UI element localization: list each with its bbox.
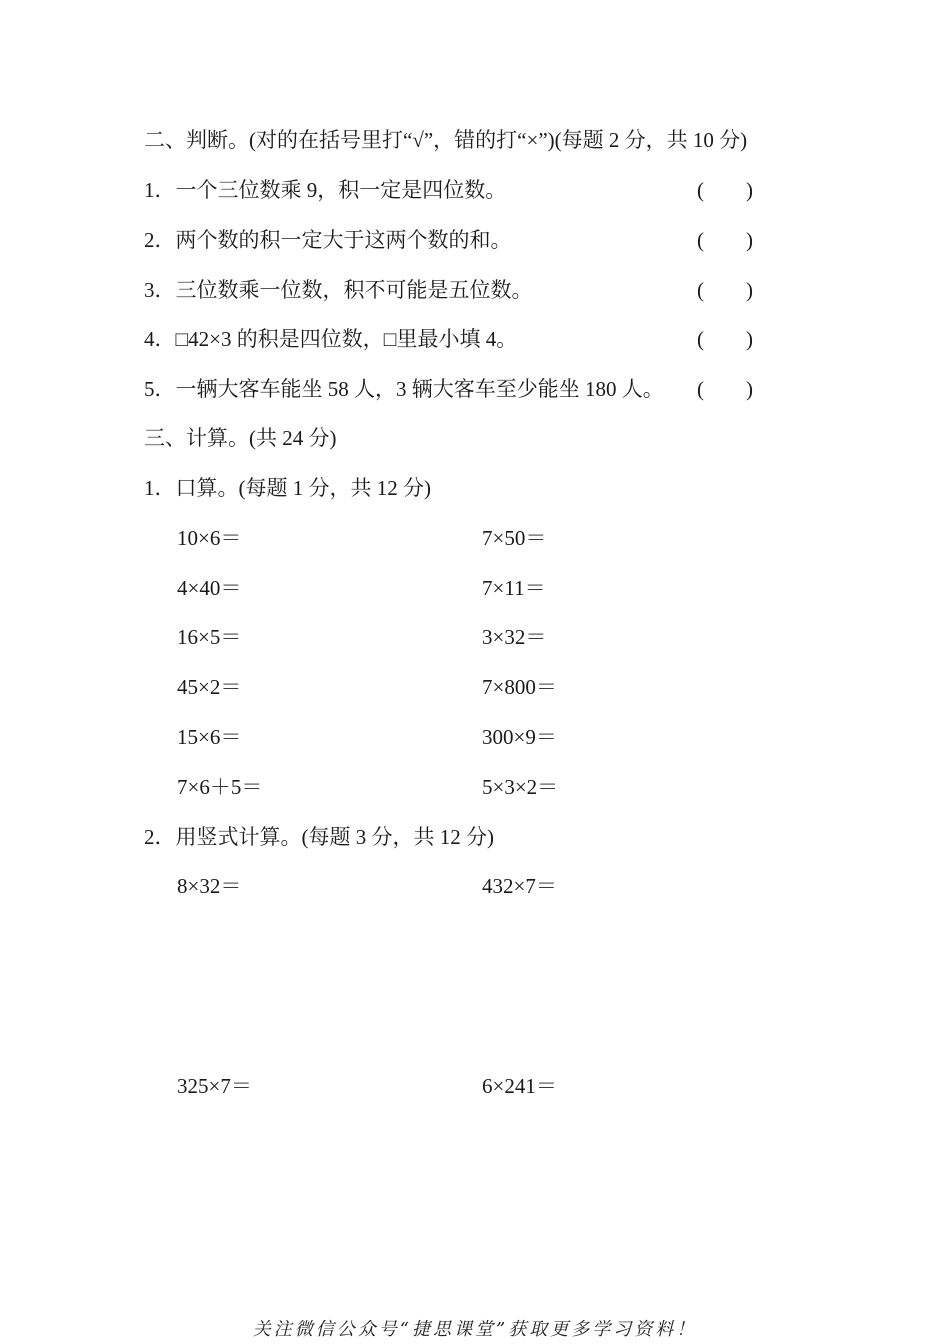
oral-calc-left-6: 7×6＋5＝ (177, 775, 263, 799)
oral-calc-left-3: 16×5＝ (177, 625, 242, 649)
vertical-calc-4: 6×241＝ (482, 1074, 557, 1098)
judge-answer-blank-2: ( ) (697, 228, 753, 252)
judge-item-1: 1．一个三位数乘 9，积一定是四位数。 (144, 178, 507, 202)
oral-calc-right-5: 300×9＝ (482, 725, 557, 749)
footer-promo-text: 关注微信公众号“捷思课堂”获取更多学习资料！ (252, 1319, 698, 1340)
judge-answer-blank-4: ( ) (697, 327, 753, 351)
oral-calc-left-5: 15×6＝ (177, 725, 242, 749)
oral-calc-right-4: 7×800＝ (482, 675, 557, 699)
vertical-calc-1: 8×32＝ (177, 874, 242, 898)
oral-calc-heading: 1．口算。(每题 1 分，共 12 分) (144, 476, 431, 500)
section-3-heading: 三、计算。(共 24 分) (144, 426, 337, 450)
vertical-calc-2: 432×7＝ (482, 874, 557, 898)
section-2-heading: 二、判断。(对的在括号里打“√”，错的打“×”)(每题 2 分，共 10 分) (144, 128, 748, 152)
oral-calc-left-2: 4×40＝ (177, 576, 242, 600)
judge-answer-blank-1: ( ) (697, 178, 753, 202)
judge-item-3: 3．三位数乘一位数，积不可能是五位数。 (144, 278, 533, 302)
judge-item-5: 5．一辆大客车能坐 58 人，3 辆大客车至少能坐 180 人。 (144, 377, 664, 401)
judge-item-4: 4．□42×3 的积是四位数，□里最小填 4。 (144, 327, 518, 351)
oral-calc-right-2: 7×11＝ (482, 576, 546, 600)
vertical-calc-3: 325×7＝ (177, 1074, 252, 1098)
judge-answer-blank-3: ( ) (697, 278, 753, 302)
vertical-calc-heading: 2．用竖式计算。(每题 3 分，共 12 分) (144, 825, 494, 849)
judge-item-2: 2．两个数的积一定大于这两个数的和。 (144, 228, 512, 252)
judge-answer-blank-5: ( ) (697, 377, 753, 401)
oral-calc-left-1: 10×6＝ (177, 526, 242, 550)
oral-calc-right-3: 3×32＝ (482, 625, 547, 649)
oral-calc-right-1: 7×50＝ (482, 526, 547, 550)
oral-calc-right-6: 5×3×2＝ (482, 775, 559, 799)
oral-calc-left-4: 45×2＝ (177, 675, 242, 699)
